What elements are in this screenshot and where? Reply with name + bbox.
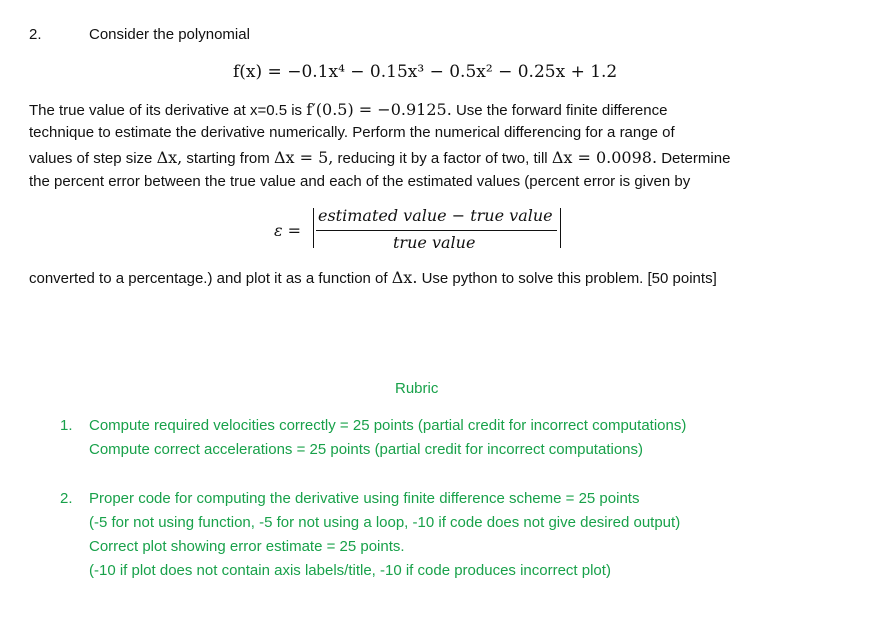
rubric-item-1-line-2: Compute correct accelerations = 25 points (partial credit for incorrect computations)	[89, 441, 643, 458]
conclusion-line	[29, 268, 717, 287]
abs-bar-left	[313, 208, 314, 248]
step-size-start: Δx = 5,	[273, 148, 334, 167]
true-derivative-value: f′(0.5) = −0.9125.	[306, 100, 452, 119]
problem-intro: Consider the polynomial	[89, 26, 250, 43]
line3-text-c: reducing it by a factor of two, till	[333, 150, 552, 167]
fraction-denominator: true value	[393, 233, 476, 252]
fraction-bar	[316, 230, 557, 231]
polynomial-equation: f(x) = −0.1x⁴ − 0.15x³ − 0.5x² − 0.25x + 1.2	[233, 62, 618, 82]
rubric-item-2-line-2: (-5 for not using function, -5 for not using a loop, -10 if code does not give desired output)	[89, 514, 681, 531]
conclusion-text-b: Use python to solve this problem. [50 points]	[417, 270, 717, 287]
line1-text-b: Use the forward finite difference	[451, 102, 668, 119]
conclusion-step-size: Δx.	[391, 268, 418, 287]
line3-text-a: values of step size	[29, 150, 157, 167]
conclusion-text-a: converted to a percentage.) and plot it as a function of	[29, 270, 392, 287]
rubric-item-2-number: 2.	[60, 490, 73, 507]
paragraph-line-2: technique to estimate the derivative numerically. Perform the numerical differencing for a range of	[29, 124, 675, 141]
step-size-end: Δx = 0.0098.	[551, 148, 658, 167]
line1-text-a: The true value of its derivative at x=0.5 is	[29, 102, 307, 119]
step-size-symbol: Δx,	[156, 148, 183, 167]
rubric-item-1-number: 1.	[60, 417, 73, 434]
rubric-item-1-line-1: Compute required velocities correctly = 25 points (partial credit for incorrect computations)	[89, 417, 687, 434]
rubric-item-2-line-4: (-10 if plot does not contain axis labels/title, -10 if code produces incorrect plot)	[89, 562, 611, 579]
paragraph-line-1	[29, 100, 667, 119]
line3-text-d: Determine	[657, 150, 731, 167]
abs-bar-right	[560, 208, 561, 248]
rubric-title: Rubric	[395, 380, 439, 397]
problem-number: 2.	[29, 26, 42, 43]
epsilon-lhs: ε =	[274, 221, 302, 240]
paragraph-line-4: the percent error between the true value and each of the estimated values (percent error is given by	[29, 173, 691, 190]
rubric-item-2-line-1: Proper code for computing the derivative using finite difference scheme = 25 points	[89, 490, 640, 507]
paragraph-line-3	[29, 148, 730, 167]
rubric-item-2-line-3: Correct plot showing error estimate = 25 points.	[89, 538, 405, 555]
line3-text-b: starting from	[182, 150, 274, 167]
fraction-numerator: estimated value − true value	[318, 206, 553, 225]
